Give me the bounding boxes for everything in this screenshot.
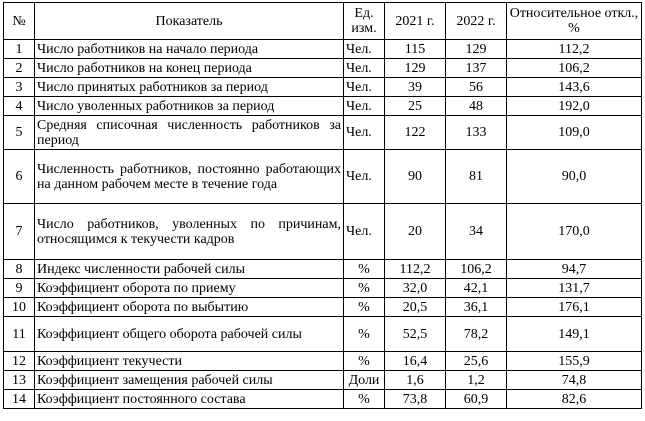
table-row xyxy=(4,204,642,260)
row-2021: 129 xyxy=(385,59,446,78)
row-2022: 25,6 xyxy=(446,352,507,371)
row-relative: 109,0 xyxy=(507,116,642,150)
row-unit: Чел. xyxy=(344,97,385,116)
row-indicator: Коэффициент оборота по выбытию xyxy=(35,298,344,317)
row-relative: 149,1 xyxy=(507,317,642,352)
row-relative: 94,7 xyxy=(507,260,642,279)
header-indicator: Показатель xyxy=(35,3,344,40)
row-2021: 52,5 xyxy=(385,317,446,352)
table-row xyxy=(4,116,642,150)
row-num: 1 xyxy=(4,40,35,59)
table-row xyxy=(4,150,642,204)
row-2021: 16,4 xyxy=(385,352,446,371)
row-2022: 137 xyxy=(446,59,507,78)
header-unit: Ед. изм. xyxy=(344,3,385,40)
table-row xyxy=(4,390,642,409)
row-num: 12 xyxy=(4,352,35,371)
row-unit: % xyxy=(344,317,385,352)
row-num: 2 xyxy=(4,59,35,78)
row-relative: 131,7 xyxy=(507,279,642,298)
row-num: 8 xyxy=(4,260,35,279)
table-row xyxy=(4,40,642,59)
row-2021: 122 xyxy=(385,116,446,150)
row-unit: % xyxy=(344,279,385,298)
row-relative: 176,1 xyxy=(507,298,642,317)
row-2021: 32,0 xyxy=(385,279,446,298)
row-2021: 73,8 xyxy=(385,390,446,409)
row-num: 13 xyxy=(4,371,35,390)
row-unit: Доли xyxy=(344,371,385,390)
row-2022: 60,9 xyxy=(446,390,507,409)
row-2022: 78,2 xyxy=(446,317,507,352)
row-2022: 56 xyxy=(446,78,507,97)
row-num: 14 xyxy=(4,390,35,409)
row-relative: 112,2 xyxy=(507,40,642,59)
row-2022: 48 xyxy=(446,97,507,116)
row-2021: 1,6 xyxy=(385,371,446,390)
row-2022: 133 xyxy=(446,116,507,150)
table-row xyxy=(4,317,642,352)
row-2022: 42,1 xyxy=(446,279,507,298)
row-unit: % xyxy=(344,352,385,371)
row-unit: Чел. xyxy=(344,150,385,204)
table-row xyxy=(4,279,642,298)
row-relative: 90,0 xyxy=(507,150,642,204)
row-indicator: Число принятых работников за период xyxy=(35,78,344,97)
table-row xyxy=(4,260,642,279)
header-2021: 2021 г. xyxy=(385,3,446,40)
row-2021: 20,5 xyxy=(385,298,446,317)
header-2022: 2022 г. xyxy=(446,3,507,40)
row-relative: 143,6 xyxy=(507,78,642,97)
row-indicator: Средняя списочная численность работников за период xyxy=(35,116,344,150)
row-relative: 155,9 xyxy=(507,352,642,371)
row-2022: 81 xyxy=(446,150,507,204)
row-indicator: Коэффициент общего оборота рабочей силы xyxy=(35,317,344,352)
row-unit: Чел. xyxy=(344,78,385,97)
row-num: 9 xyxy=(4,279,35,298)
row-unit: Чел. xyxy=(344,116,385,150)
indicators-table xyxy=(3,2,642,409)
row-2021: 112,2 xyxy=(385,260,446,279)
table-row xyxy=(4,59,642,78)
row-2022: 1,2 xyxy=(446,371,507,390)
row-num: 11 xyxy=(4,317,35,352)
row-2022: 34 xyxy=(446,204,507,260)
row-indicator: Индекс численности рабочей силы xyxy=(35,260,344,279)
row-indicator: Число работников на конец периода xyxy=(35,59,344,78)
row-num: 7 xyxy=(4,204,35,260)
row-num: 4 xyxy=(4,97,35,116)
row-2021: 25 xyxy=(385,97,446,116)
row-indicator: Коэффициент постоянного состава xyxy=(35,390,344,409)
row-relative: 170,0 xyxy=(507,204,642,260)
row-num: 6 xyxy=(4,150,35,204)
row-indicator: Число уволенных работников за период xyxy=(35,97,344,116)
row-unit: % xyxy=(344,260,385,279)
row-relative: 74,8 xyxy=(507,371,642,390)
row-indicator: Коэффициент замещения рабочей силы xyxy=(35,371,344,390)
row-unit: Чел. xyxy=(344,204,385,260)
row-relative: 82,6 xyxy=(507,390,642,409)
row-2022: 36,1 xyxy=(446,298,507,317)
row-unit: % xyxy=(344,390,385,409)
row-indicator: Коэффициент оборота по приему xyxy=(35,279,344,298)
table-row xyxy=(4,97,642,116)
table-row xyxy=(4,352,642,371)
row-relative: 106,2 xyxy=(507,59,642,78)
row-2021: 115 xyxy=(385,40,446,59)
row-num: 10 xyxy=(4,298,35,317)
row-indicator: Число работников на начало периода xyxy=(35,40,344,59)
row-2021: 39 xyxy=(385,78,446,97)
table-row xyxy=(4,78,642,97)
row-unit: Чел. xyxy=(344,40,385,59)
header-row xyxy=(4,3,642,40)
row-indicator: Численность работников, постоянно работающих на данном рабочем месте в течение года xyxy=(35,150,344,204)
row-indicator: Число работников, уволенных по причинам, относящимся к текучести кадров xyxy=(35,204,344,260)
row-unit: % xyxy=(344,298,385,317)
row-num: 5 xyxy=(4,116,35,150)
row-2022: 106,2 xyxy=(446,260,507,279)
row-unit: Чел. xyxy=(344,59,385,78)
row-2021: 20 xyxy=(385,204,446,260)
table-row xyxy=(4,371,642,390)
row-2021: 90 xyxy=(385,150,446,204)
row-relative: 192,0 xyxy=(507,97,642,116)
header-relative-deviation: Относительное откл., % xyxy=(507,3,642,40)
header-num: № xyxy=(4,3,35,40)
table-row xyxy=(4,298,642,317)
row-num: 3 xyxy=(4,78,35,97)
row-indicator: Коэффициент текучести xyxy=(35,352,344,371)
row-2022: 129 xyxy=(446,40,507,59)
